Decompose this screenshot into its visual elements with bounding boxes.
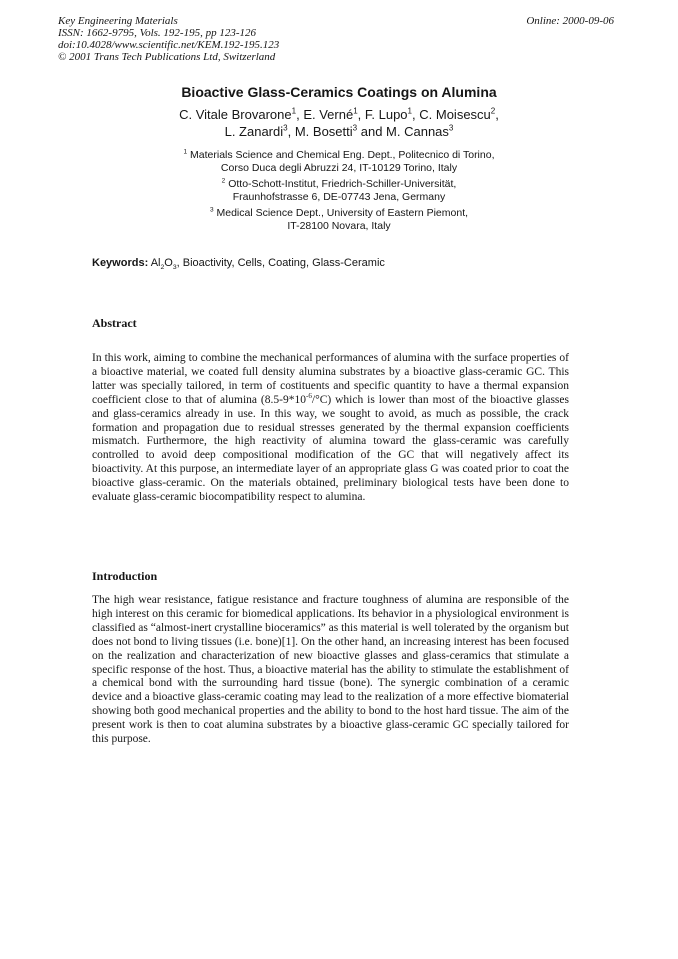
author-affil-mark: 2 [490,106,496,116]
author-affil-mark: 3 [448,123,454,133]
affiliation-line: $^1$ Materials Science and Chemical Eng. Dept., Politecnico di Torino, [183,148,495,161]
author-affil-mark: 1 [353,106,358,116]
affil-mark: 2 [221,177,226,185]
author-name: , C. Moisescu [412,107,491,122]
affiliation-line: $^2$ Otto-Schott-Institut, Friedrich-Schiller-Universität, [221,177,457,190]
keywords-line [92,257,570,270]
affiliation-line: Corso Duca degli Abruzzi 24, IT-10129 Torino, Italy [220,161,458,174]
authors-line-2 [0,123,678,140]
author-name: , F. Lupo [357,107,408,122]
affiliation-2 [0,178,678,203]
abstract-heading: Abstract [92,316,137,330]
issn-line: ISSN: 1662-9795, Vols. 192-195, pp 123-126 [58,27,256,39]
abstract-paragraph: In this work, aiming to combine the mechanical performances of alumina with the surface properties of a bioactive material, we coated full density alumina substrates by a bioactive glass-ceramic GC. This latter was specially tailored, in term of costituents and specific quantity to have a thermal expansion coefficient close to that of alumina $(8.5-9*10^{-6}/^\circ C)$ which is lower than most of the bioactive glasses and glass-ceramics already in use. In this way, we sought to avoid, as much as possible, the crack formation and propagation due to residual stresses generated by the thermal expansion coefficients mismatch. Furthermore, the high reactivity of alumina toward the glass-ceramic was carefully controlled to avoid deep compositional modification of the GC that will negatively affect its bioactivity. At this purpose, an intermediate layer of an appropriate glass G was coated prior to coat the bioactive glass-ceramic. On the materials obtained, preliminary biological tests have been done to evaluate glass-ceramic biocompatibility respect to alumina. [92,352,569,504]
exponent: -6 [305,391,312,400]
online-date: Online: 2000-09-06 [526,15,614,27]
author-name: , M. Bosetti [287,124,353,139]
affiliation-line: IT-28100 Novara, Italy [287,219,391,232]
keywords-label: Keywords: [92,257,149,269]
affiliation-line: $^3$ Medical Science Dept., University of Eastern Piemont, [209,206,469,219]
author-name: C. Vitale Brovarone [179,107,292,122]
affiliation-3 [0,207,678,232]
affiliation-1 [0,149,678,174]
author-affil-mark: 1 [291,106,297,116]
authors-line-1 [0,106,678,123]
journal-header-block [58,15,279,63]
affil-mark: 1 [183,148,188,156]
author-name: L. Zanardi [224,124,284,139]
author-affil-mark: 3 [352,123,358,133]
introduction-heading: Introduction [92,569,158,583]
keywords-list: , Bioactivity, Cells, Coating, Glass-Ceramic [176,257,385,269]
paper-title: Bioactive Glass-Ceramics Coatings on Alumina [181,84,497,100]
affiliations-block [0,149,678,236]
author-affil-mark: 3 [283,123,288,133]
copyright-line: © 2001 Trans Tech Publications Ltd, Switzerland [58,51,276,63]
authors-line-tail: , [495,107,499,122]
introduction-paragraph: The high wear resistance, fatigue resistance and fracture toughness of alumina are responsible of the high interest on this ceramic for biomedical applications. Its behavior in a physiological environment is classified as “almost-inert crystalline bioceramics” as this material is well tolerated by the organism but does not bond to living tissues (i.e. bone)[1]. On the other hand, an increasing interest has been focused on the realization and characterization of new bioactive glasses and glass-ceramics that stimulate a specific response of the host. Thus, a bioactive material has the ability to stimulate the establishment of a chemical bond with the surrounding hard tissue (bone). The synergic combination of a ceramic device and a bioactive glass-ceramic coating may lead to the realization of a more effective biomaterial showing both good mechanical properties and the ability to bond to the host hard tissue. The aim of the present work is then to coat alumina substrates by a bioactive glass-ceramic GC specially tailored for this purpose. [92,594,569,746]
author-affil-mark: 1 [407,106,413,116]
doi-line: doi:10.4028/www.scientific.net/KEM.192-195.123 [58,39,280,51]
journal-name: Key Engineering Materials [58,15,178,27]
authors-block [0,106,678,140]
author-name: and M. Cannas [357,124,449,139]
author-name: , E. Verné [296,107,354,122]
affil-mark: 3 [209,206,214,214]
affiliation-line: Fraunhofstrasse 6, DE-07743 Jena, Germany [232,190,446,203]
keyword-chemical-formula: $Al_2O_3$ [148,257,177,272]
